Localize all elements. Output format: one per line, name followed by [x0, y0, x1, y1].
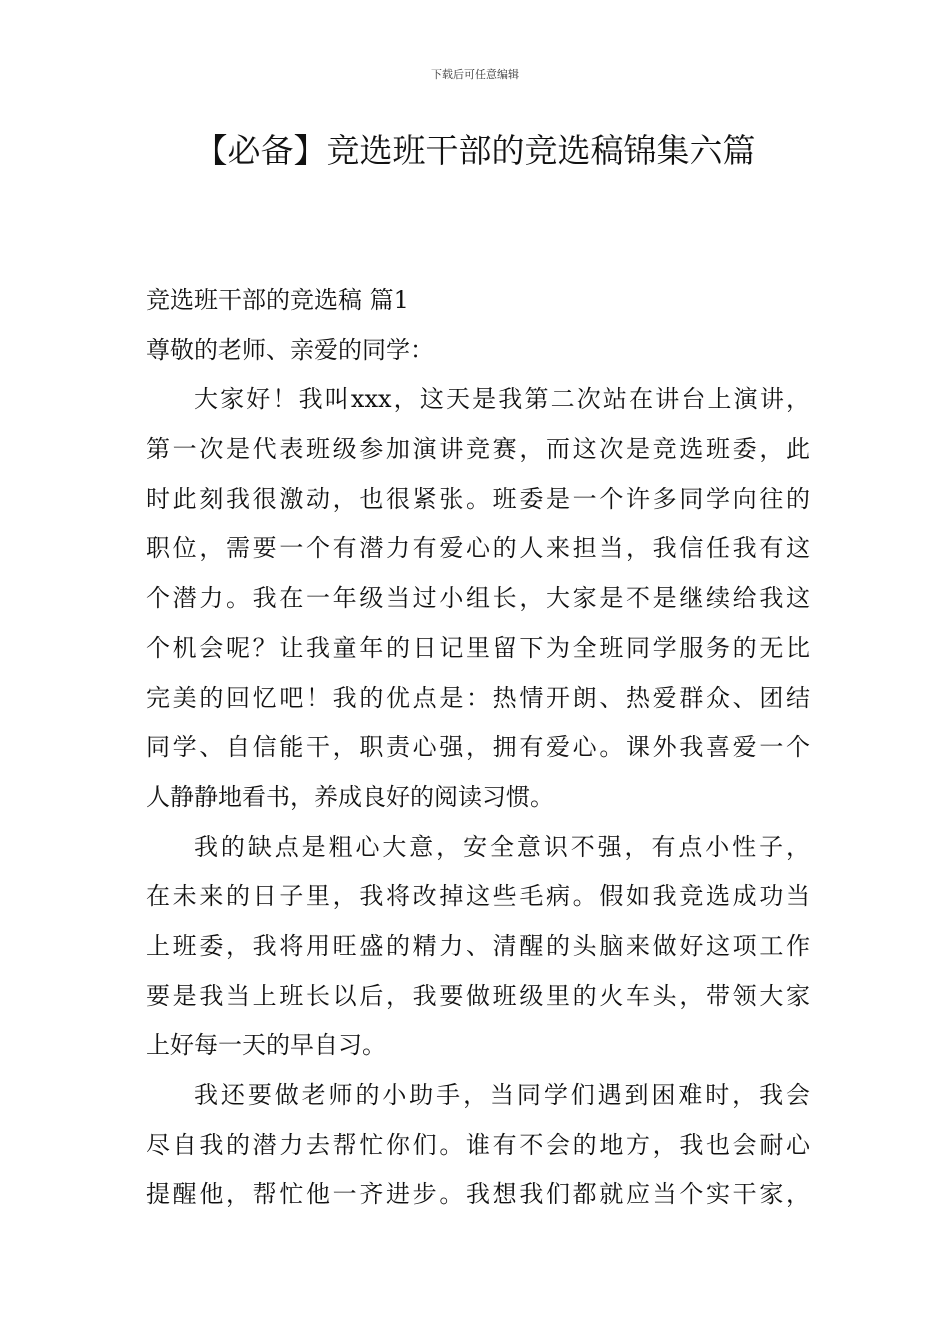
section-heading: 竞选班干部的竞选稿 篇1 — [146, 286, 409, 314]
paragraph-line: 个机会呢？让我童年的日记里留下为全班同学服务的无比 — [146, 633, 810, 662]
paragraph — [146, 1071, 810, 1220]
paragraph-line: 在未来的日子里，我将改掉这些毛病。假如我竞选成功当 — [146, 882, 810, 911]
document-body — [146, 276, 810, 1220]
paragraph — [146, 375, 810, 822]
paragraph-line: 提醒他，帮忙他一齐进步。我想我们都就应当个实干家， — [146, 1180, 810, 1209]
paragraph-line: 尽自我的潜力去帮忙你们。谁有不会的地方，我也会耐心 — [146, 1130, 810, 1159]
paragraph-line: 要是我当上班长以后，我要做班级里的火车头，带领大家 — [146, 981, 810, 1010]
paragraph-line: 第一次是代表班级参加演讲竞赛，而这次是竞选班委，此 — [146, 435, 810, 464]
paragraph-line: 大家好！我叫xxx，这天是我第二次站在讲台上演讲， — [194, 385, 810, 414]
header-note: 下载后可任意编辑 — [431, 68, 519, 81]
paragraph-line: 上班委，我将用旺盛的精力、清醒的头脑来做好这项工作 — [146, 931, 810, 960]
paragraph-line: 上好每一天的早自习。 — [146, 1031, 386, 1060]
page-title: 【必备】竞选班干部的竞选稿锦集六篇 — [194, 131, 756, 170]
salutation: 尊敬的老师、亲爱的同学： — [146, 335, 434, 364]
paragraph-line: 人静静地看书，养成良好的阅读习惯。 — [146, 782, 554, 811]
paragraph-line: 我的缺点是粗心大意，安全意识不强，有点小性子， — [194, 832, 810, 861]
paragraph-line: 个潜力。我在一年级当过小组长，大家是不是继续给我这 — [146, 584, 810, 613]
paragraph-line: 我还要做老师的小助手，当同学们遇到困难时，我会 — [194, 1081, 810, 1109]
paragraph-line: 职位，需要一个有潜力有爱心的人来担当，我信任我有这 — [146, 534, 810, 563]
paragraph-line: 完美的回忆吧！我的优点是：热情开朗、热爱群众、团结 — [146, 683, 810, 712]
paragraph-line: 同学、自信能干，职责心强，拥有爱心。课外我喜爱一个 — [146, 733, 810, 762]
paragraph — [146, 823, 810, 1071]
paragraph-line: 时此刻我很激动，也很紧张。班委是一个许多同学向往的 — [146, 484, 810, 513]
